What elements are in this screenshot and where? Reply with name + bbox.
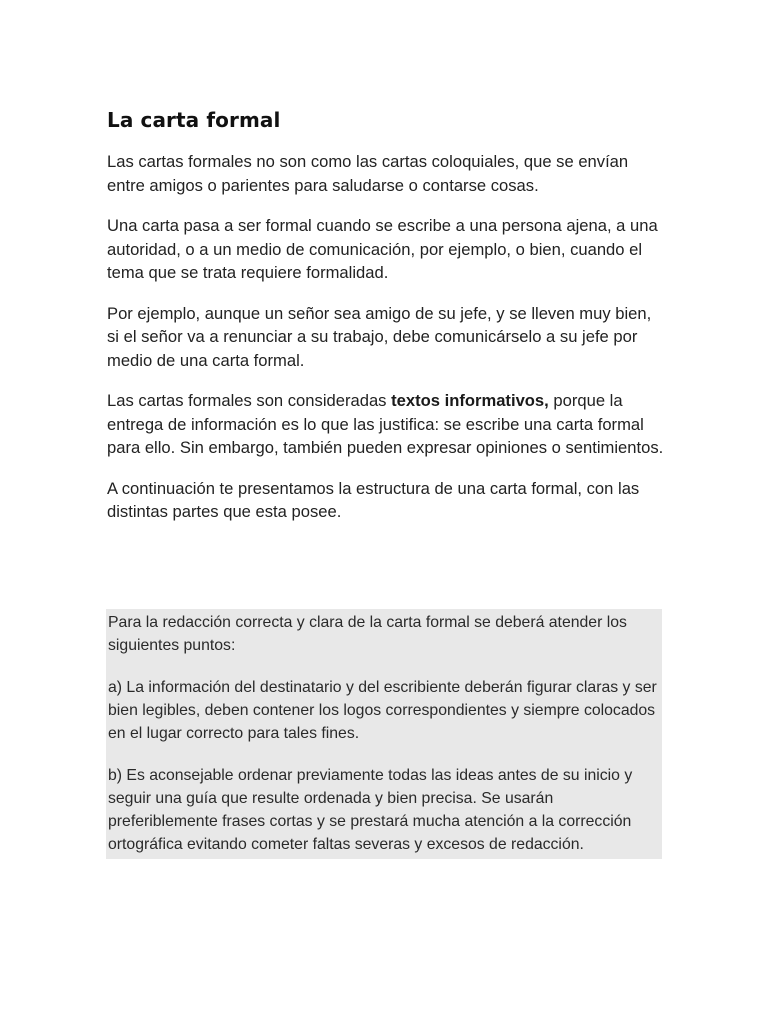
bold-term: textos informativos, xyxy=(391,391,549,410)
page-title: La carta formal xyxy=(107,108,281,132)
paragraph-informative xyxy=(107,389,667,460)
paragraph-intro: Las cartas formales no son como las cartas coloquiales, que se envían entre amigos o parientes para saludarse o contarse cosas. xyxy=(107,152,629,195)
paragraph-example: Por ejemplo, aunque un señor sea amigo de su jefe, y se lleven muy bien, si el señor va a renunciar a su trabajo, debe comunicárselo a su jefe por medio de una carta formal. xyxy=(107,303,652,370)
guidelines-intro: Para la redacción correcta y clara de la carta formal se deberá atender los siguientes puntos: xyxy=(108,614,627,654)
paragraph-informative-end: porque la entrega de información es lo que las justifica: se escribe una carta formal para ello. Sin embargo, también pueden expresar opiniones o sentimientos. xyxy=(107,391,664,457)
paragraph-informative-start: Las cartas formales son consideradas xyxy=(107,391,392,410)
guideline-point-b: b) Es aconsejable ordenar previamente todas las ideas antes de su inicio y seguir una guía que resulte ordenada y bien precisa. Se usarán preferiblemente frases cortas y se prestará mucha atención a la corrección ortográfica evitando cometer faltas severas y excesos de redacción. xyxy=(108,767,633,853)
main-content xyxy=(107,108,667,541)
guidelines-box xyxy=(106,609,662,859)
paragraph-structure-intro: A continuación te presentamos la estructura de una carta formal, con las distintas partes que esta posee. xyxy=(107,478,640,521)
paragraph-formal-definition: Una carta pasa a ser formal cuando se escribe a una persona ajena, a una autoridad, o a un medio de comunicación, por ejemplo, o bien, cuando el tema que se trata requiere formalidad. xyxy=(107,216,658,282)
guideline-point-a: a) La información del destinatario y del escribiente deberán figurar claras y ser bien legibles, deben contener los logos correspondientes y siempre colocados en el lugar correcto para tales fines. xyxy=(108,679,657,742)
